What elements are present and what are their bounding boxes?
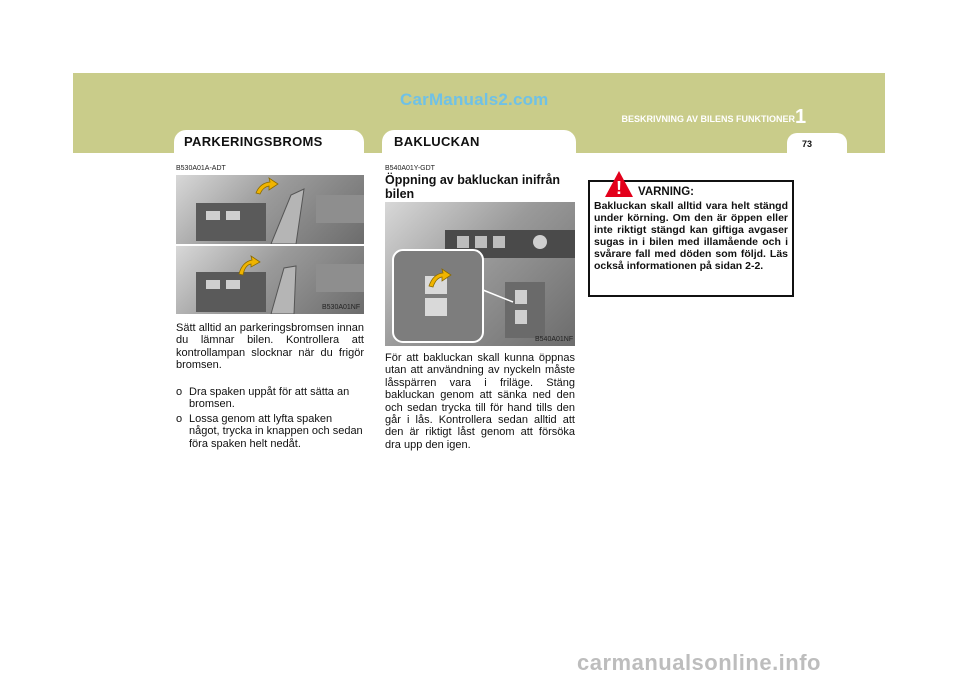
section-title-bakluckan: BAKLUCKAN bbox=[394, 134, 480, 149]
bullet-marker: o bbox=[176, 386, 183, 398]
page-number: 73 bbox=[801, 139, 812, 149]
warning-text: Bakluckan skall alltid vara helt stängd under körning. Om den är öppen eller inte riktigt stängd kan giftiga avgaser sugas in i bilen med illamående och i svårare fall med döden som följd. Läs också informationen på sidan 2-2. bbox=[594, 200, 788, 272]
warning-triangle-icon bbox=[604, 170, 634, 198]
parking-brake-paragraph: Sätt alltid an parkeringsbromsen innan du lämnar bilen. Kontrollera att kontrollampan slocknar när du frigör bromsen. bbox=[176, 322, 364, 372]
bullet-marker: o bbox=[176, 412, 183, 425]
site-watermark: CarManuals2.com bbox=[400, 90, 549, 109]
arrow-press-icon bbox=[427, 268, 453, 288]
door-panel-illustration bbox=[385, 202, 575, 346]
parking-brake-photo-release bbox=[176, 246, 364, 314]
chapter-title: BESKRIVNING AV BILENS FUNKTIONER bbox=[621, 114, 795, 124]
section-code: B530A01A-ADT bbox=[176, 165, 226, 172]
bakluckan-subheading: Öppning av bakluckan inifrån bilen bbox=[385, 173, 561, 201]
bakluckan-paragraph: För att bakluckan skall kunna öppnas utan att användning av nyckeln måste låsspärren vara i friläge. Stäng bakluckan genom att sänka ned den och sedan trycka till för hand tills den går i lås. Kontrollera sedan alltid att den är riktigt låst genom att försöka dra upp den igen. bbox=[385, 352, 575, 451]
bullet-text: Lossa genom att lyfta spaken något, trycka in knappen och sedan föra spaken helt nedåt. bbox=[189, 412, 363, 450]
bullet-text: Dra spaken uppåt för att sätta an bromsen. bbox=[189, 386, 350, 411]
site-watermark-bottom: carmanualsonline.info bbox=[577, 650, 821, 675]
arrow-up-icon bbox=[254, 177, 280, 195]
section-code: B540A01Y-GDT bbox=[385, 165, 435, 172]
warning-box bbox=[588, 180, 794, 297]
arrow-release-icon bbox=[236, 250, 266, 276]
parking-brake-photo-up bbox=[176, 175, 364, 244]
section-title-parkeringsbroms: PARKERINGSBROMS bbox=[184, 134, 323, 149]
list-item bbox=[176, 413, 364, 450]
image-label: B530A01NF bbox=[322, 304, 361, 311]
image-label: B540A01NF bbox=[535, 336, 574, 343]
warning-title: VARNING: bbox=[638, 186, 695, 198]
list-item bbox=[176, 386, 364, 411]
warning-symbol: ! bbox=[616, 178, 622, 198]
tailgate-button-photo bbox=[385, 202, 575, 346]
parking-brake-list bbox=[176, 386, 364, 452]
chapter-number: 1 bbox=[795, 106, 807, 128]
